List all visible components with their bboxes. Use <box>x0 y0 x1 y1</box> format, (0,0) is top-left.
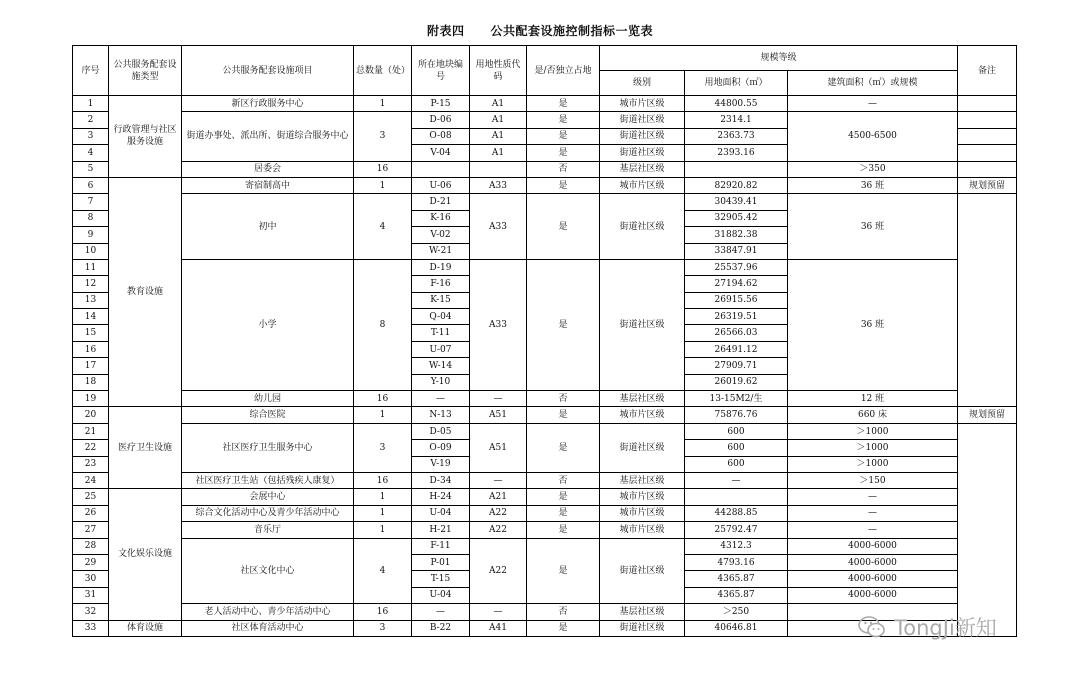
row-number: 9 <box>73 227 109 243</box>
block-cell: H-24 <box>412 489 470 505</box>
area-cell: 44800.55 <box>685 96 788 112</box>
independent-cell: 否 <box>527 161 600 177</box>
independent-cell: 是 <box>527 620 600 636</box>
landuse-cell: A33 <box>470 259 527 390</box>
total-cell: 1 <box>354 522 412 538</box>
block-cell: U-04 <box>412 587 470 603</box>
block-cell: W-21 <box>412 243 470 259</box>
row-number: 24 <box>73 472 109 488</box>
area-cell: 27909.71 <box>685 358 788 374</box>
area-cell: 2393.16 <box>685 145 788 161</box>
header-landuse: 用地性质代码 <box>470 46 527 96</box>
row-number: 16 <box>73 341 109 357</box>
total-cell: 1 <box>354 407 412 423</box>
header-category: 公共服务配套设施类型 <box>109 46 182 96</box>
area-cell: 26019.62 <box>685 374 788 390</box>
block-cell: Q-04 <box>412 309 470 325</box>
block-cell: U-06 <box>412 177 470 193</box>
building-cell: 4500-6500 <box>788 112 958 161</box>
facility-table <box>72 45 1017 637</box>
block-cell: V-02 <box>412 227 470 243</box>
block-cell: U-07 <box>412 341 470 357</box>
independent-cell: 是 <box>527 145 600 161</box>
row-number: 2 <box>73 112 109 128</box>
area-cell: 600 <box>685 423 788 439</box>
building-cell: 12 班 <box>788 391 958 407</box>
area-cell <box>685 161 788 177</box>
total-cell: 16 <box>354 472 412 488</box>
appendix-label: 附表四 <box>426 24 465 38</box>
block-cell: O-08 <box>412 128 470 144</box>
row-number: 18 <box>73 374 109 390</box>
category-cell: 行政管理与社区服务设施 <box>109 96 182 178</box>
area-cell <box>685 489 788 505</box>
row-number: 17 <box>73 358 109 374</box>
block-cell: U-04 <box>412 505 470 521</box>
block-cell <box>412 161 470 177</box>
row-number: 11 <box>73 259 109 275</box>
landuse-cell: A22 <box>470 505 527 521</box>
row-number: 29 <box>73 554 109 570</box>
independent-cell: 否 <box>527 472 600 488</box>
area-cell: 82920.82 <box>685 177 788 193</box>
building-cell: 4000-6000 <box>788 538 958 554</box>
category-cell: 医疗卫生设施 <box>109 407 182 489</box>
total-cell: 3 <box>354 423 412 472</box>
table-row <box>73 522 1017 538</box>
row-number: 10 <box>73 243 109 259</box>
block-cell: D-05 <box>412 423 470 439</box>
building-cell: 36 班 <box>788 259 958 390</box>
area-cell: — <box>685 472 788 488</box>
row-number: 27 <box>73 522 109 538</box>
category-cell: 体育设施 <box>109 620 182 636</box>
row-number: 30 <box>73 571 109 587</box>
area-cell: 25537.96 <box>685 259 788 275</box>
area-cell: 4312.3 <box>685 538 788 554</box>
level-cell: 街道社区级 <box>600 194 685 260</box>
building-cell: 4000-6000 <box>788 587 958 603</box>
building-cell: — <box>788 505 958 521</box>
item-cell: 会展中心 <box>182 489 354 505</box>
row-number: 26 <box>73 505 109 521</box>
block-cell: K-15 <box>412 292 470 308</box>
block-cell: P-15 <box>412 96 470 112</box>
remarks-cell <box>958 161 1017 177</box>
building-cell: ＞350 <box>788 161 958 177</box>
level-cell: 街道社区级 <box>600 538 685 604</box>
block-cell: H-21 <box>412 522 470 538</box>
row-number: 33 <box>73 620 109 636</box>
building-cell: 36 班 <box>788 177 958 193</box>
area-cell: 13-15M2/生 <box>685 391 788 407</box>
row-number: 22 <box>73 440 109 456</box>
level-cell: 基层社区级 <box>600 161 685 177</box>
landuse-cell: — <box>470 604 527 620</box>
area-cell: 33847.91 <box>685 243 788 259</box>
level-cell: 基层社区级 <box>600 604 685 620</box>
row-number: 32 <box>73 604 109 620</box>
table-row <box>73 538 1017 554</box>
row-number: 13 <box>73 292 109 308</box>
independent-cell: 是 <box>527 505 600 521</box>
item-cell: 综合医院 <box>182 407 354 423</box>
block-cell: T-15 <box>412 571 470 587</box>
item-cell: 初中 <box>182 194 354 260</box>
total-cell: 1 <box>354 177 412 193</box>
row-number: 28 <box>73 538 109 554</box>
independent-cell: 否 <box>527 391 600 407</box>
row-number: 15 <box>73 325 109 341</box>
landuse-cell: A51 <box>470 407 527 423</box>
total-cell: 1 <box>354 489 412 505</box>
block-cell: F-11 <box>412 538 470 554</box>
independent-cell: 是 <box>527 112 600 128</box>
building-cell: — <box>788 96 958 112</box>
block-cell: — <box>412 604 470 620</box>
building-cell: 660 床 <box>788 407 958 423</box>
level-cell: 基层社区级 <box>600 391 685 407</box>
row-number: 25 <box>73 489 109 505</box>
table-row <box>73 96 1017 112</box>
level-cell: 街道社区级 <box>600 112 685 128</box>
independent-cell: 是 <box>527 96 600 112</box>
block-cell: K-16 <box>412 210 470 226</box>
total-cell: 3 <box>354 112 412 161</box>
remarks-cell <box>958 423 1017 636</box>
area-cell: 26319.51 <box>685 309 788 325</box>
remarks-cell <box>958 128 1017 144</box>
independent-cell: 是 <box>527 489 600 505</box>
row-number: 14 <box>73 309 109 325</box>
independent-cell: 是 <box>527 259 600 390</box>
watermark-text: TongJi新知 <box>894 616 997 640</box>
item-cell: 街道办事处、派出所、街道综合服务中心 <box>182 112 354 161</box>
table-row <box>73 259 1017 275</box>
item-cell: 小学 <box>182 259 354 390</box>
header-independent: 是/否独立占地 <box>527 46 600 96</box>
level-cell: 城市片区级 <box>600 522 685 538</box>
table-row <box>73 407 1017 423</box>
block-cell: Y-10 <box>412 374 470 390</box>
landuse-cell: A1 <box>470 145 527 161</box>
row-number: 8 <box>73 210 109 226</box>
row-number: 1 <box>73 96 109 112</box>
level-cell: 街道社区级 <box>600 128 685 144</box>
category-cell: 教育设施 <box>109 177 182 406</box>
area-cell: 26566.03 <box>685 325 788 341</box>
landuse-cell: A21 <box>470 489 527 505</box>
building-cell: 36 班 <box>788 194 958 260</box>
area-cell: 27194.62 <box>685 276 788 292</box>
block-cell: V-04 <box>412 145 470 161</box>
landuse-cell: A33 <box>470 194 527 260</box>
total-cell: 1 <box>354 96 412 112</box>
row-number: 21 <box>73 423 109 439</box>
area-cell: 600 <box>685 440 788 456</box>
level-cell: 街道社区级 <box>600 259 685 390</box>
item-cell: 社区文化中心 <box>182 538 354 604</box>
area-cell: 600 <box>685 456 788 472</box>
watermark <box>858 612 997 642</box>
landuse-cell: A1 <box>470 96 527 112</box>
table-row <box>73 505 1017 521</box>
area-cell: 30439.41 <box>685 194 788 210</box>
remarks-cell <box>958 96 1017 112</box>
item-cell: 幼儿园 <box>182 391 354 407</box>
level-cell: 街道社区级 <box>600 423 685 472</box>
block-cell: N-13 <box>412 407 470 423</box>
item-cell: 新区行政服务中心 <box>182 96 354 112</box>
wechat-logo-icon <box>858 615 886 639</box>
block-cell: O-09 <box>412 440 470 456</box>
block-cell: D-06 <box>412 112 470 128</box>
building-cell: ＞1000 <box>788 456 958 472</box>
building-cell: 4000-6000 <box>788 554 958 570</box>
level-cell: 城市片区级 <box>600 505 685 521</box>
landuse-cell: A41 <box>470 620 527 636</box>
item-cell: 寄宿制高中 <box>182 177 354 193</box>
remarks-cell <box>958 112 1017 128</box>
area-cell: 25792.47 <box>685 522 788 538</box>
independent-cell: 是 <box>527 423 600 472</box>
area-cell: ＞250 <box>685 604 788 620</box>
level-cell: 城市片区级 <box>600 96 685 112</box>
landuse-cell <box>470 161 527 177</box>
independent-cell: 是 <box>527 194 600 260</box>
area-cell: 32905.42 <box>685 210 788 226</box>
header-scale: 规模等级 <box>600 46 958 71</box>
table-row <box>73 194 1017 210</box>
landuse-cell: A51 <box>470 423 527 472</box>
independent-cell: 是 <box>527 177 600 193</box>
block-cell: D-34 <box>412 472 470 488</box>
landuse-cell: A33 <box>470 177 527 193</box>
level-cell: 城市片区级 <box>600 407 685 423</box>
area-cell: 31882.38 <box>685 227 788 243</box>
area-cell: 2363.73 <box>685 128 788 144</box>
header-no: 序号 <box>73 46 109 96</box>
header-level: 级别 <box>600 71 685 96</box>
landuse-cell: — <box>470 472 527 488</box>
remarks-cell <box>958 194 1017 407</box>
level-cell: 基层社区级 <box>600 472 685 488</box>
landuse-cell: A1 <box>470 112 527 128</box>
landuse-cell: A1 <box>470 128 527 144</box>
item-cell: 综合文化活动中心及青少年活动中心 <box>182 505 354 521</box>
level-cell: 街道社区级 <box>600 620 685 636</box>
block-cell: D-19 <box>412 259 470 275</box>
row-number: 3 <box>73 128 109 144</box>
landuse-cell: A22 <box>470 538 527 604</box>
area-cell: 40646.81 <box>685 620 788 636</box>
header-block: 所在地块编号 <box>412 46 470 96</box>
item-cell: 社区体育活动中心 <box>182 620 354 636</box>
header-building: 建筑面积（㎡）或规模 <box>788 71 958 96</box>
header-remarks: 备注 <box>958 46 1017 96</box>
block-cell: B-22 <box>412 620 470 636</box>
landuse-cell: — <box>470 391 527 407</box>
independent-cell: 否 <box>527 604 600 620</box>
area-cell: 75876.76 <box>685 407 788 423</box>
row-number: 6 <box>73 177 109 193</box>
independent-cell: 是 <box>527 538 600 604</box>
level-cell: 街道社区级 <box>600 145 685 161</box>
total-cell: 4 <box>354 538 412 604</box>
total-cell: 1 <box>354 505 412 521</box>
block-cell: — <box>412 391 470 407</box>
table-row <box>73 423 1017 439</box>
table-name: 公共配套设施控制指标一览表 <box>490 24 654 38</box>
row-number: 23 <box>73 456 109 472</box>
independent-cell: 是 <box>527 522 600 538</box>
table-row <box>73 177 1017 193</box>
header-item: 公共服务配套设施项目 <box>182 46 354 96</box>
block-cell: W-14 <box>412 358 470 374</box>
total-cell: 16 <box>354 161 412 177</box>
block-cell: D-21 <box>412 194 470 210</box>
header-area: 用地面积（㎡） <box>685 71 788 96</box>
level-cell: 城市片区级 <box>600 177 685 193</box>
total-cell: 8 <box>354 259 412 390</box>
area-cell: 4365.87 <box>685 571 788 587</box>
total-cell: 16 <box>354 604 412 620</box>
level-cell: 城市片区级 <box>600 489 685 505</box>
item-cell: 音乐厅 <box>182 522 354 538</box>
item-cell: 居委会 <box>182 161 354 177</box>
total-cell: 3 <box>354 620 412 636</box>
building-cell: ＞1000 <box>788 423 958 439</box>
total-cell: 4 <box>354 194 412 260</box>
building-cell: ＞1000 <box>788 440 958 456</box>
area-cell: 4365.87 <box>685 587 788 603</box>
table-row <box>73 161 1017 177</box>
block-cell: T-11 <box>412 325 470 341</box>
header-total: 总数量（处） <box>354 46 412 96</box>
building-cell: 4000-6000 <box>788 571 958 587</box>
block-cell: P-01 <box>412 554 470 570</box>
building-cell: ＞150 <box>788 472 958 488</box>
remarks-cell: 规划预留 <box>958 177 1017 193</box>
row-number: 5 <box>73 161 109 177</box>
row-number: 12 <box>73 276 109 292</box>
row-number: 20 <box>73 407 109 423</box>
table-title <box>0 22 1080 39</box>
area-cell: 4793.16 <box>685 554 788 570</box>
item-cell: 社区医疗卫生服务中心 <box>182 423 354 472</box>
category-cell: 文化娱乐设施 <box>109 489 182 620</box>
area-cell: 26915.56 <box>685 292 788 308</box>
landuse-cell: A22 <box>470 522 527 538</box>
area-cell: 26491.12 <box>685 341 788 357</box>
table-row <box>73 489 1017 505</box>
table-row <box>73 472 1017 488</box>
total-cell: 16 <box>354 391 412 407</box>
item-cell: 社区医疗卫生站（包括残疾人康复） <box>182 472 354 488</box>
remarks-cell: 规划预留 <box>958 407 1017 423</box>
item-cell: 老人活动中心、青少年活动中心 <box>182 604 354 620</box>
building-cell: — <box>788 489 958 505</box>
building-cell: — <box>788 522 958 538</box>
row-number: 7 <box>73 194 109 210</box>
row-number: 19 <box>73 391 109 407</box>
table-row <box>73 112 1017 128</box>
row-number: 31 <box>73 587 109 603</box>
remarks-cell <box>958 145 1017 161</box>
row-number: 4 <box>73 145 109 161</box>
area-cell: 44288.85 <box>685 505 788 521</box>
area-cell: 2314.1 <box>685 112 788 128</box>
independent-cell: 是 <box>527 128 600 144</box>
block-cell: V-19 <box>412 456 470 472</box>
table-row <box>73 391 1017 407</box>
independent-cell: 是 <box>527 407 600 423</box>
block-cell: F-16 <box>412 276 470 292</box>
